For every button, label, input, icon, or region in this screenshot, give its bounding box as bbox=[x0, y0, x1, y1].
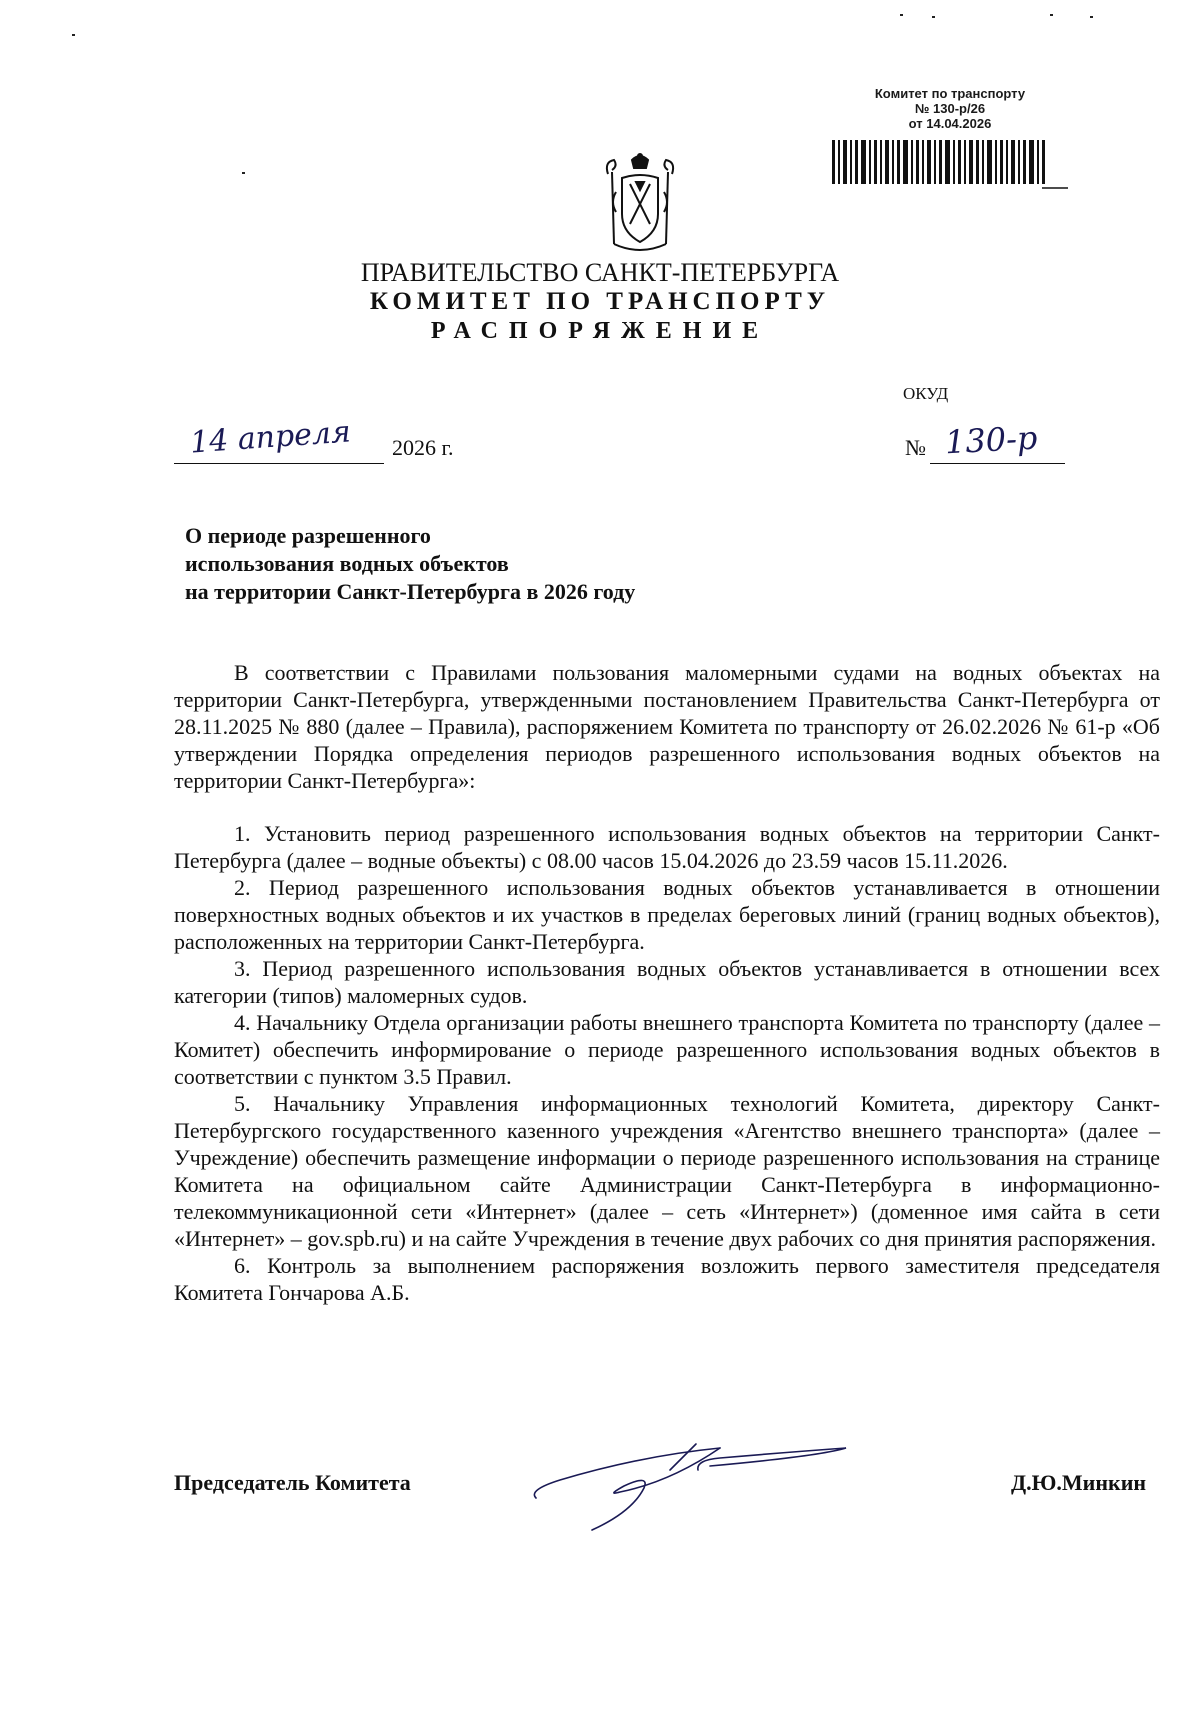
document-body bbox=[174, 659, 1160, 1306]
order-item: 3. Период разрешенного использования водных объектов устанавливается в отношении всех категории (типов) маломерных судов. bbox=[174, 956, 1160, 1008]
date-year: 2026 г. bbox=[392, 435, 454, 460]
handwritten-signature bbox=[520, 1430, 850, 1540]
scan-speck bbox=[242, 172, 245, 174]
order-item: 5. Начальнику Управления информационных технологий Комитета, директору Санкт-Петербургского государственного казенного учреждения «Агентство внешнего транспорта» (далее – Учреждение) обеспечить размещение информации о периоде разрешенного использования на странице Комитета на официальном сайте Администрации Санкт-Петербурга в информационно-телекоммуникационной сети «Интернет» (далее – сеть «Интернет») (доменное имя сайта в сети «Интернет» – gov.spb.ru) и на сайте Учреждения в течение двух рабочих со дня принятия распоряжения. bbox=[174, 1091, 1160, 1251]
subject-line: О периоде разрешенного bbox=[185, 523, 431, 548]
stamp-organization: Комитет по транспорту bbox=[874, 86, 1026, 101]
order-item: 1. Установить период разрешенного использования водных объектов на территории Санкт-Петербурга (далее – водные объекты) с 08.00 часов 15.04.2026 до 23.59 часов 15.11.2026. bbox=[174, 821, 1160, 873]
government-name: ПРАВИТЕЛЬСТВО САНКТ-ПЕТЕРБУРГА bbox=[360, 258, 840, 287]
scan-speck bbox=[1050, 14, 1053, 16]
order-item: 2. Период разрешенного использования водных объектов устанавливается в отношении поверхностных водных объектов и их участков в пределах береговых линий (границ водных объектов), расположенных на территории Санкт-Петербурга. bbox=[174, 875, 1160, 954]
preamble-paragraph: В соответствии с Правилами пользования маломерными судами на водных объектах на территории Санкт-Петербурга, утвержденными постановлением Правительства Санкт-Петербурга от 28.11.2025 № 880 (далее – Правила), распоряжением Комитета по транспорту от 26.02.2026 № 61-р «Об утверждении Порядка определения периодов разрешенного использования водных объектов на территории Санкт-Петербурга»: bbox=[174, 660, 1160, 793]
handwritten-number: 130-р bbox=[944, 418, 1039, 462]
number-label: № bbox=[905, 435, 926, 460]
subject-line: использования водных объектов bbox=[185, 551, 509, 576]
signatory-name: Д.Ю.Минкин bbox=[1011, 1470, 1147, 1495]
order-item: 4. Начальнику Отдела организации работы внешнего транспорта Комитета по транспорту (далее – Комитет) обеспечить информирование о периоде разрешенного использования водных объектов в соответствии с пунктом 3.5 Правил. bbox=[174, 1010, 1160, 1089]
scan-speck bbox=[932, 16, 935, 18]
committee-name: КОМИТЕТ ПО ТРАНСПОРТУ bbox=[369, 288, 831, 315]
handwritten-date: 14 апреля bbox=[188, 414, 352, 461]
document-type: РАСПОРЯЖЕНИЕ bbox=[430, 318, 770, 344]
scan-speck bbox=[1090, 16, 1093, 18]
coat-of-arms-icon bbox=[600, 152, 680, 258]
document-subject bbox=[185, 522, 635, 606]
okud-label: ОКУД bbox=[903, 384, 949, 403]
scan-speck bbox=[72, 34, 75, 36]
registration-stamp bbox=[830, 86, 1070, 131]
scan-speck bbox=[900, 14, 903, 16]
subject-line: на территории Санкт-Петербурга в 2026 году bbox=[185, 579, 636, 604]
signatory-title: Председатель Комитета bbox=[174, 1470, 411, 1495]
stamp-number: № 130-р/26 bbox=[914, 101, 986, 116]
stamp-date: от 14.04.2026 bbox=[908, 116, 992, 131]
barcode-icon bbox=[830, 136, 1070, 194]
order-item: 6. Контроль за выполнением распоряжения возложить первого заместителя председателя Комитета Гончарова А.Б. bbox=[174, 1253, 1160, 1305]
